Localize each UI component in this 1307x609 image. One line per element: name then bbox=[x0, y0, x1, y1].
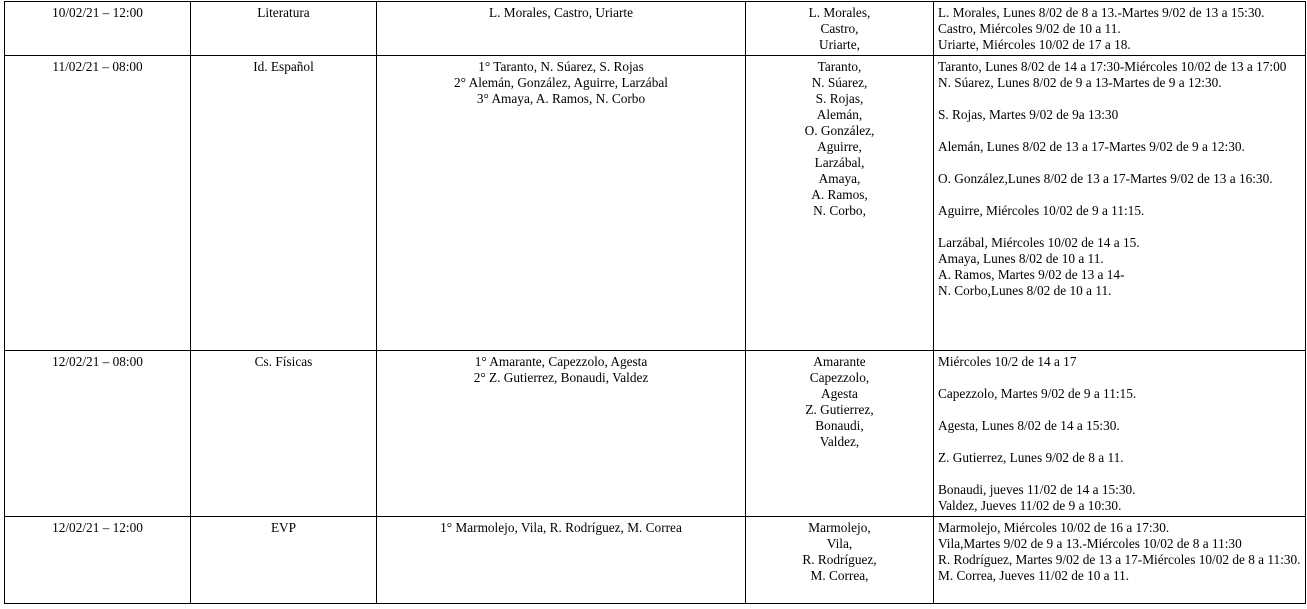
student-name: Larzábal, bbox=[814, 155, 865, 170]
blank-line bbox=[938, 370, 1303, 386]
schedule-cell bbox=[934, 56, 1306, 351]
schedule-entry: Agesta, Lunes 8/02 de 14 a 15:30. bbox=[938, 418, 1120, 433]
group-line: 2° Alemán, González, Aguirre, Larzábal bbox=[454, 75, 668, 90]
blank-line bbox=[938, 187, 1303, 203]
student-name: N. Súarez, bbox=[811, 75, 868, 90]
schedule-cell bbox=[934, 2, 1306, 56]
schedule-entry: Aguirre, Miércoles 10/02 de 9 a 11:15. bbox=[938, 203, 1145, 218]
schedule-entry: S. Rojas, Martes 9/02 de 9a 13:30 bbox=[938, 107, 1119, 122]
blank-line bbox=[938, 434, 1303, 450]
schedule-entry: Miércoles 10/2 de 14 a 17 bbox=[938, 354, 1077, 369]
student-name: Uriarte, bbox=[819, 37, 860, 52]
exam-date-cell bbox=[5, 56, 191, 351]
blank-line bbox=[938, 466, 1303, 482]
schedule-entry: Alemán, Lunes 8/02 de 13 a 17-Martes 9/02 de 9 a 12:30. bbox=[938, 139, 1245, 154]
schedule-entry: Larzábal, Miércoles 10/02 de 14 a 15. bbox=[938, 235, 1140, 250]
student-name: A. Ramos, bbox=[811, 187, 868, 202]
subject-cell bbox=[191, 56, 377, 351]
exam-date: 11/02/21 – 08:00 bbox=[52, 59, 143, 74]
exam-date-cell bbox=[5, 351, 191, 517]
group-line: 1° Amarante, Capezzolo, Agesta bbox=[474, 354, 648, 369]
exam-date-cell bbox=[5, 517, 191, 604]
student-name: Alemán, bbox=[816, 107, 863, 122]
student-name: Amaya, bbox=[818, 171, 861, 186]
student-name: Aguirre, bbox=[817, 139, 862, 154]
schedule-entry: O. González,Lunes 8/02 de 13 a 17-Martes 9/02 de 13 a 16:30. bbox=[938, 171, 1273, 186]
group-line: 3° Amaya, A. Ramos, N. Corbo bbox=[476, 91, 646, 106]
groups-cell bbox=[377, 351, 746, 517]
schedule-entry: M. Correa, Jueves 11/02 de 10 a 11. bbox=[938, 568, 1130, 583]
student-name: Z. Gutierrez, bbox=[805, 402, 874, 417]
exam-date: 12/02/21 – 08:00 bbox=[52, 354, 143, 369]
blank-line bbox=[938, 155, 1303, 171]
blank-line bbox=[938, 402, 1303, 418]
subject-cell bbox=[191, 517, 377, 604]
subject-name: Cs. Físicas bbox=[254, 354, 313, 369]
groups-cell bbox=[377, 56, 746, 351]
exam-date: 12/02/21 – 12:00 bbox=[52, 520, 143, 535]
student-name: Marmolejo, bbox=[808, 520, 871, 535]
table-row bbox=[5, 56, 1306, 351]
student-name: Amarante bbox=[813, 354, 866, 369]
schedule-entry: Castro, Miércoles 9/02 de 10 a 11. bbox=[938, 21, 1121, 36]
student-name: Vila, bbox=[826, 536, 853, 551]
group-line: 1° Marmolejo, Vila, R. Rodríguez, M. Correa bbox=[440, 520, 682, 535]
schedule-entry: Capezzolo, Martes 9/02 de 9 a 11:15. bbox=[938, 386, 1137, 401]
schedule-cell bbox=[934, 517, 1306, 604]
students-cell bbox=[746, 517, 934, 604]
schedule-entry: Taranto, Lunes 8/02 de 14 a 17:30-Miércoles 10/02 de 13 a 17:00 bbox=[938, 59, 1287, 74]
student-name: R. Rodríguez, bbox=[802, 552, 877, 567]
subject-name: Id. Español bbox=[253, 59, 314, 74]
schedule-entry: Z. Gutierrez, Lunes 9/02 de 8 a 11. bbox=[938, 450, 1124, 465]
students-cell bbox=[746, 2, 934, 56]
exam-date-cell bbox=[5, 2, 191, 56]
schedule-entry: N. Súarez, Lunes 8/02 de 9 a 13-Martes de 9 a 12:30. bbox=[938, 75, 1222, 90]
schedule-entry: R. Rodríguez, Martes 9/02 de 13 a 17-Miércoles 10/02 de 8 a 11:30. bbox=[938, 552, 1301, 567]
student-name: S. Rojas, bbox=[815, 91, 864, 106]
table-row bbox=[5, 517, 1306, 604]
students-cell bbox=[746, 56, 934, 351]
student-name: L. Morales, bbox=[808, 5, 871, 20]
student-name: Capezzolo, bbox=[809, 370, 870, 385]
student-name: Taranto, bbox=[817, 59, 862, 74]
group-line: 1° Taranto, N. Súarez, S. Rojas bbox=[478, 59, 644, 74]
schedule-entry: Marmolejo, Miércoles 10/02 de 16 a 17:30. bbox=[938, 520, 1170, 535]
student-name: N. Corbo, bbox=[813, 203, 866, 218]
subject-cell bbox=[191, 2, 377, 56]
blank-line bbox=[938, 219, 1303, 235]
subject-name: Literatura bbox=[257, 5, 310, 20]
schedule-entry: A. Ramos, Martes 9/02 de 13 a 14- bbox=[938, 267, 1125, 282]
student-name: Bonaudi, bbox=[815, 418, 864, 433]
schedule-entry: Uriarte, Miércoles 10/02 de 17 a 18. bbox=[938, 37, 1131, 52]
group-line: 2° Z. Gutierrez, Bonaudi, Valdez bbox=[473, 370, 649, 385]
schedule-entry: Bonaudi, jueves 11/02 de 14 a 15:30. bbox=[938, 482, 1136, 497]
groups-cell bbox=[377, 517, 746, 604]
exam-date: 10/02/21 – 12:00 bbox=[52, 5, 143, 20]
groups-cell bbox=[377, 2, 746, 56]
student-name: M. Correa, bbox=[810, 568, 869, 583]
table-row bbox=[5, 2, 1306, 56]
blank-line bbox=[938, 91, 1303, 107]
subject-cell bbox=[191, 351, 377, 517]
student-name: Castro, bbox=[820, 21, 859, 36]
schedule-cell bbox=[934, 351, 1306, 517]
schedule-entry: Valdez, Jueves 11/02 de 9 a 10:30. bbox=[938, 498, 1122, 513]
schedule-entry: Amaya, Lunes 8/02 de 10 a 11. bbox=[938, 251, 1104, 266]
students-cell bbox=[746, 351, 934, 517]
schedule-entry: L. Morales, Lunes 8/02 de 8 a 13.-Martes 9/02 de 13 a 15:30. bbox=[938, 5, 1265, 20]
student-name: Agesta bbox=[821, 386, 858, 401]
blank-line bbox=[938, 123, 1303, 139]
subject-name: EVP bbox=[270, 520, 297, 535]
schedule-entry: N. Corbo,Lunes 8/02 de 10 a 11. bbox=[938, 283, 1112, 298]
student-name: O. González, bbox=[804, 123, 875, 138]
table-row bbox=[5, 351, 1306, 517]
group-line: L. Morales, Castro, Uriarte bbox=[488, 5, 633, 20]
student-name: Valdez, bbox=[819, 434, 860, 449]
schedule-entry: Vila,Martes 9/02 de 9 a 13.-Miércoles 10/02 de 8 a 11:30 bbox=[938, 536, 1242, 551]
exam-schedule-table bbox=[4, 1, 1306, 604]
